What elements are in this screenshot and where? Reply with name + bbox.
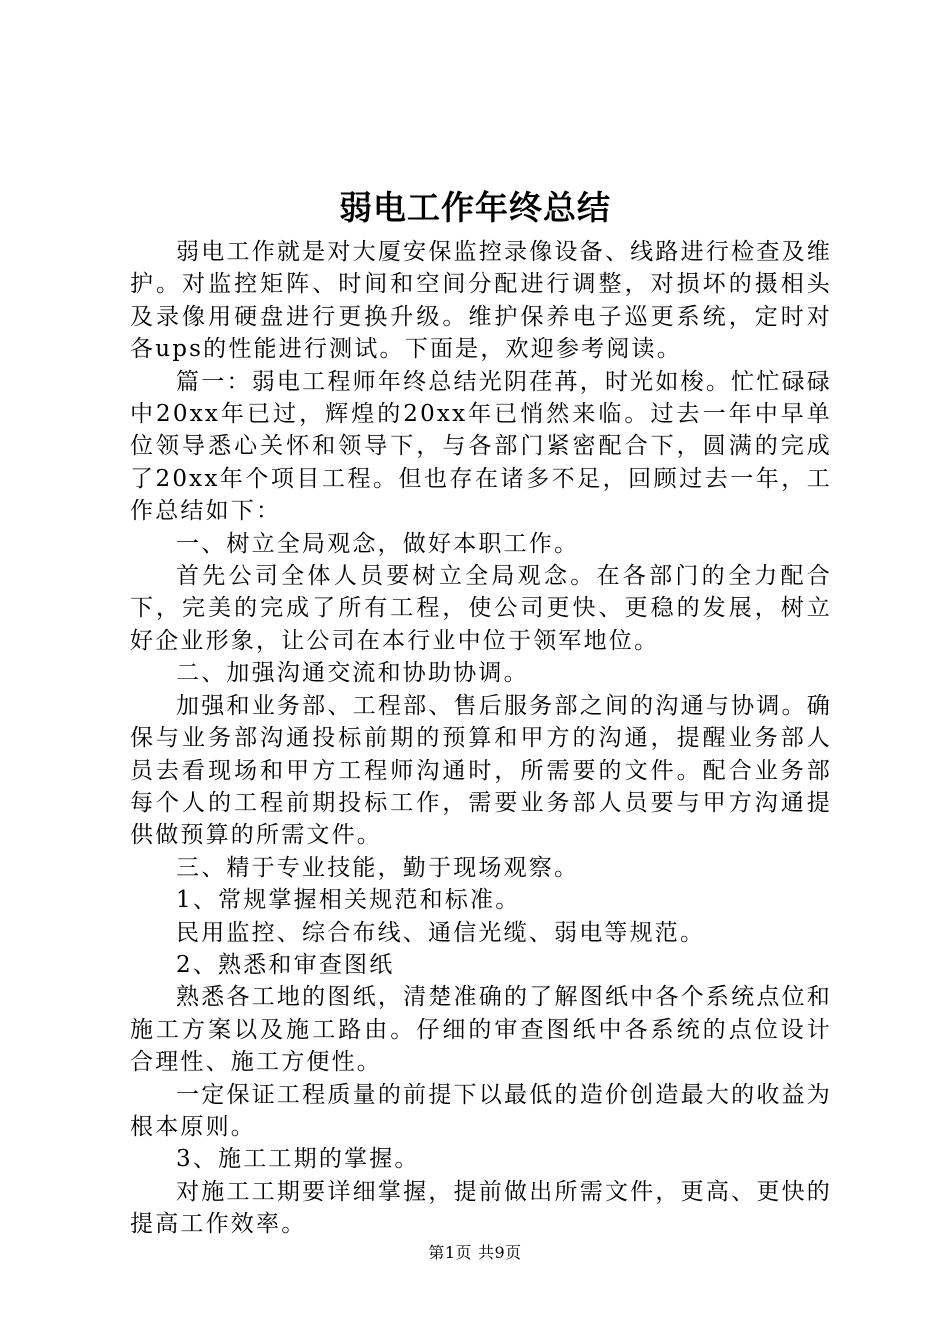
subheading-2: 2、熟悉和审查图纸	[176, 951, 395, 978]
document-body	[130, 236, 832, 1241]
page-number: 第1页	[428, 1243, 472, 1262]
paragraph-intro: 弱电工作就是对大厦安保监控录像设备、线路进行检查及维护。对监控矩阵、时间和空间分配进行调整，对损坏的摄相头及录像用硬盘进行更换升级。维护保养电子巡更系统，定时对各ups的性能进行测试。下面是，欢迎参考阅读。	[130, 239, 832, 363]
section-heading-1: 一、树立全局观念，做好本职工作。	[176, 530, 580, 557]
paragraph: 一定保证工程质量的前提下以最低的造价创造最大的收益为根本原则。	[130, 1081, 832, 1140]
paragraph-part-one: 篇一：弱电工程师年终总结光阴荏苒，时光如梭。忙忙碌碌中20xx年已过，辉煌的20xx年已悄然来临。过去一年中早单位领导悉心关怀和领导下，与各部门紧密配合下，圆满的完成了20xx年个项目工程。但也存在诸多不足，回顾过去一年，工作总结如下：	[130, 368, 832, 525]
paragraph: 对施工工期要详细掌握，提前做出所需文件，更高、更快的提高工作效率。	[130, 1178, 832, 1238]
paragraph: 加强和业务部、工程部、售后服务部之间的沟通与协调。确保与业务部沟通投标前期的预算和甲方的沟通，提醒业务部人员去看现场和甲方工程师沟通时，所需要的文件。配合业务部每个人的工程前期投标工作，需要业务部人员要与甲方沟通提供做预算的所需文件。	[130, 692, 832, 849]
section-heading-3: 三、精于专业技能，勤于现场观察。	[176, 854, 580, 881]
page-total: 共9页	[478, 1243, 522, 1262]
paragraph: 熟悉各工地的图纸，清楚准确的了解图纸中各个系统点位和施工方案以及施工路由。仔细的审查图纸中各系统的点位设计合理性、施工方便性。	[130, 984, 832, 1076]
paragraph: 民用监控、综合布线、通信光缆、弱电等规范。	[176, 919, 706, 946]
subheading-3: 3、施工工期的掌握。	[176, 1146, 420, 1173]
page-footer	[0, 1242, 950, 1264]
paragraph: 首先公司全体人员要树立全局观念。在各部门的全力配合下，完美的完成了所有工程，使公司更快、更稳的发展，树立好企业形象，让公司在本行业中位于领军地位。	[130, 563, 832, 654]
section-heading-2: 二、加强沟通交流和协助协调。	[176, 660, 529, 687]
subheading-1: 1、常规掌握相关规范和标准。	[176, 887, 521, 914]
document-title: 弱电工作年终总结	[339, 188, 611, 227]
